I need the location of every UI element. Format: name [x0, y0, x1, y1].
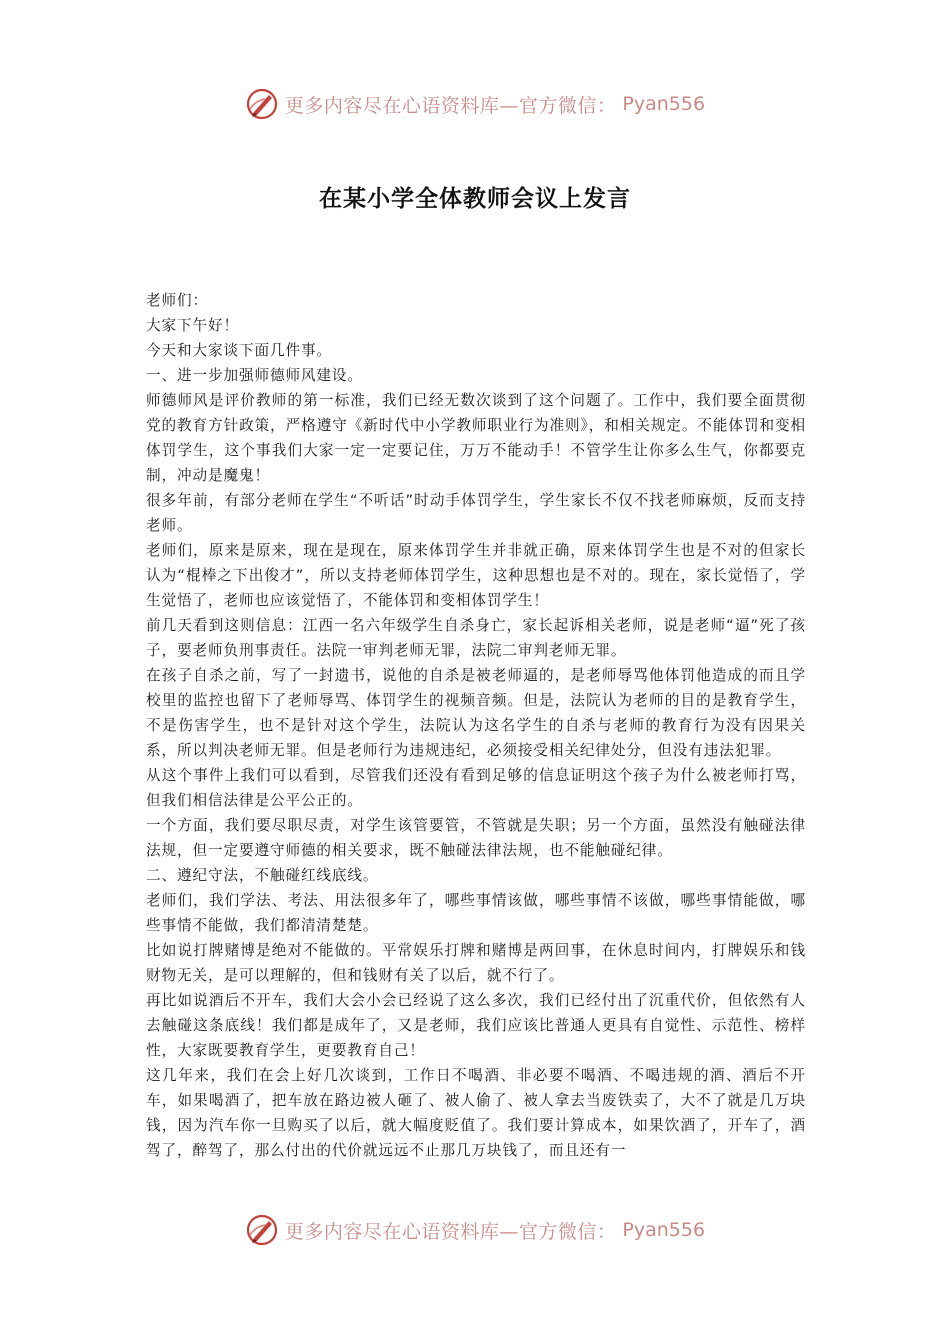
paragraph: 老师们，我们学法、考法、用法很多年了，哪些事情该做，哪些事情不该做，哪些事情能做，哪些事情不能做，我们都清清楚楚。: [146, 892, 806, 934]
banner-wechat-id: Pyan556: [622, 1219, 706, 1241]
pen-logo-icon: [245, 1213, 279, 1247]
banner-text: 更多内容尽在心语资料库—官方微信：: [284, 1220, 617, 1243]
paragraph: 前几天看到这则信息：江西一名六年级学生自杀身亡，家长起诉相关老师，说是老师“逼”死了孩子，要老师负刑事责任。法院一审判老师无罪，法院二审判老师无罪。: [146, 617, 806, 659]
paragraph: 这几年来，我们在会上好几次谈到，工作日不喝酒、非必要不喝酒、不喝违规的酒、酒后不开车，如果喝酒了，把车放在路边被人砸了、被人偷了、被人拿去当废铁卖了，大不了就是几万块钱，因为汽车你一旦购买了以后，就大幅度贬值了。我们要计算成本，如果饮酒了，开车了，酒驾了，醉驾了，那么付出的代价就远远不止那几万块钱了，而且还有一: [146, 1067, 806, 1159]
paragraph: 很多年前，有部分老师在学生“不听话”时动手体罚学生，学生家长不仅不找老师麻烦，反而支持老师。: [146, 492, 806, 534]
paragraph: 从这个事件上我们可以看到，尽管我们还没有看到足够的信息证明这个孩子为什么被老师打骂，但我们相信法律是公平公正的。: [146, 767, 806, 809]
paragraph: 比如说打牌赌博是绝对不能做的。平常娱乐打牌和赌博是两回事，在休息时间内，打牌娱乐和钱财物无关，是可以理解的，但和钱财有关了以后，就不行了。: [146, 942, 806, 984]
pen-logo-icon: [245, 87, 279, 121]
section-heading: 二、遵纪守法，不触碰红线底线。: [146, 867, 379, 884]
header-banner: [0, 84, 950, 124]
banner-text: 更多内容尽在心语资料库—官方微信：: [284, 94, 617, 117]
paragraph: 大家下午好！: [146, 317, 239, 334]
section-heading: 一、进一步加强师德师风建设。: [146, 367, 363, 384]
paragraph: 老师们：: [146, 292, 208, 309]
paragraph: 今天和大家谈下面几件事。: [146, 342, 332, 359]
paragraph: 再比如说酒后不开车，我们大会小会已经说了这么多次，我们已经付出了沉重代价，但依然有人去触碰这条底线！我们都是成年了，又是老师，我们应该比普通人更具有自觉性、示范性、榜样性，大家既要教育学生，更要教育自己！: [146, 992, 806, 1059]
banner-wechat-id: Pyan556: [622, 93, 706, 115]
document-body: [146, 288, 806, 1163]
footer-banner: [0, 1210, 950, 1250]
paragraph: 师德师风是评价教师的第一标准，我们已经无数次谈到了这个问题了。工作中，我们要全面贯彻党的教育方针政策，严格遵守《新时代中小学教师职业行为准则》，和相关规定。不能体罚和变相体罚学生，这个事我们大家一定一定要记住，万万不能动手！不管学生让你多么生气，你都要克制，冲动是魔鬼！: [146, 392, 806, 484]
paragraph: 老师们，原来是原来，现在是现在，原来体罚学生并非就正确，原来体罚学生也是不对的但家长认为“棍棒之下出俊才”，所以支持老师体罚学生，这种思想也是不对的。现在，家长觉悟了，学生觉悟了，老师也应该觉悟了，不能体罚和变相体罚学生！: [146, 542, 806, 609]
paragraph: 一个方面，我们要尽职尽责，对学生该管要管，不管就是失职；另一个方面，虽然没有触碰法律法规，但一定要遵守师德的相关要求，既不触碰法律法规，也不能触碰纪律。: [146, 817, 806, 859]
paragraph: 在孩子自杀之前，写了一封遗书，说他的自杀是被老师逼的，是老师辱骂他体罚他造成的而且学校里的监控也留下了老师辱骂、体罚学生的视频音频。但是，法院认为老师的目的是教育学生，不是伤害学生，也不是针对这个学生，法院认为这名学生的自杀与老师的教育行为没有因果关系，所以判决老师无罪。但是老师行为违规违纪，必须接受相关纪律处分，但没有违法犯罪。: [146, 667, 806, 759]
page-title: 在某小学全体教师会议上发言: [319, 186, 631, 212]
